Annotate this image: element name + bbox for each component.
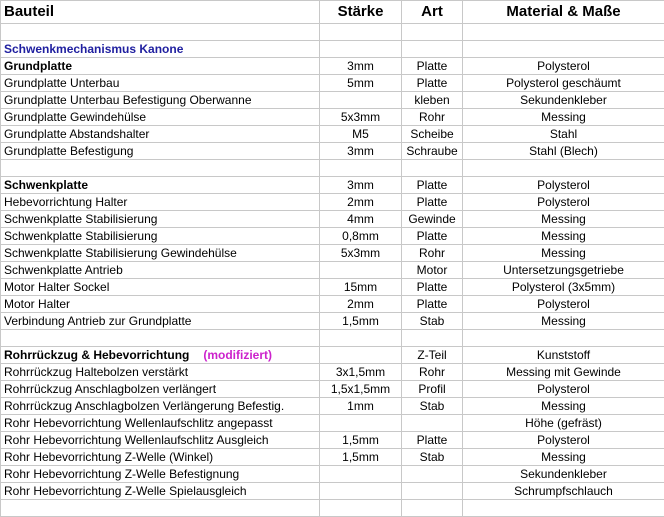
cell-material[interactable]: Polysterol — [463, 381, 664, 398]
cell-bauteil[interactable] — [1, 177, 320, 194]
bauteil-label: Grundplatte Befestigung — [4, 144, 133, 158]
table-row — [1, 41, 664, 58]
cell-bauteil[interactable] — [1, 381, 320, 398]
cell-art[interactable]: kleben — [402, 92, 463, 109]
table-row — [1, 143, 664, 160]
cell-material[interactable]: Messing — [463, 245, 664, 262]
cell-bauteil[interactable] — [1, 245, 320, 262]
cell-staerke[interactable]: 3mm — [320, 143, 402, 160]
cell-art[interactable]: Stab — [402, 398, 463, 415]
cell-material[interactable]: Polysterol — [463, 432, 664, 449]
bauteil-label: Rohr Hebevorrichtung Z-Welle Spielausgleich — [4, 484, 247, 498]
cell-staerke[interactable]: 1,5mm — [320, 313, 402, 330]
cell-material[interactable]: Polysterol geschäumt — [463, 75, 664, 92]
cell-material[interactable]: Sekundenkleber — [463, 466, 664, 483]
table-row — [1, 194, 664, 211]
cell-art[interactable]: Gewinde — [402, 211, 463, 228]
cell-staerke[interactable]: 3x1,5mm — [320, 364, 402, 381]
table-row — [1, 330, 664, 347]
table-row — [1, 364, 664, 381]
table-row — [1, 500, 664, 517]
modified-tag: (modifiziert) — [203, 348, 272, 362]
cell-art[interactable]: Platte — [402, 296, 463, 313]
cell-material[interactable]: Messing — [463, 228, 664, 245]
table-row — [1, 296, 664, 313]
cell-bauteil[interactable] — [1, 194, 320, 211]
cell-bauteil[interactable] — [1, 24, 320, 41]
table-row — [1, 415, 664, 432]
bauteil-label: Rohr Hebevorrichtung Z-Welle Befestignung — [4, 467, 239, 481]
table-row — [1, 177, 664, 194]
cell-staerke[interactable]: 3mm — [320, 58, 402, 75]
cell-staerke[interactable]: 1,5x1,5mm — [320, 381, 402, 398]
table-row — [1, 228, 664, 245]
bauteil-label: Rohrrückzug & Hebevorrichtung — [4, 348, 189, 362]
cell-staerke[interactable]: 15mm — [320, 279, 402, 296]
cell-bauteil[interactable] — [1, 449, 320, 466]
table-row — [1, 58, 664, 75]
cell-art[interactable]: Stab — [402, 313, 463, 330]
cell-bauteil[interactable] — [1, 228, 320, 245]
cell-art[interactable] — [402, 415, 463, 432]
cell-material[interactable]: Kunststoff — [463, 347, 664, 364]
cell-art[interactable]: Platte — [402, 75, 463, 92]
cell-art[interactable]: Stab — [402, 449, 463, 466]
cell-bauteil[interactable] — [1, 398, 320, 415]
cell-art[interactable]: Platte — [402, 279, 463, 296]
cell-bauteil[interactable] — [1, 279, 320, 296]
cell-staerke[interactable]: 1,5mm — [320, 449, 402, 466]
cell-material[interactable]: Messing — [463, 398, 664, 415]
cell-art[interactable]: Z-Teil — [402, 347, 463, 364]
cell-staerke[interactable] — [320, 347, 402, 364]
cell-art[interactable] — [402, 330, 463, 347]
table-row — [1, 279, 664, 296]
cell-material[interactable]: Polysterol — [463, 177, 664, 194]
cell-material[interactable]: Stahl (Blech) — [463, 143, 664, 160]
cell-staerke[interactable] — [320, 415, 402, 432]
bauteil-label: Rohrrückzug Haltebolzen verstärkt — [4, 365, 188, 379]
cell-art[interactable]: Platte — [402, 194, 463, 211]
cell-art[interactable] — [402, 483, 463, 500]
bauteil-label: Motor Halter — [4, 297, 70, 311]
cell-art[interactable]: Schraube — [402, 143, 463, 160]
cell-bauteil[interactable] — [1, 126, 320, 143]
table-row — [1, 24, 664, 41]
cell-staerke[interactable] — [320, 262, 402, 279]
header-staerke: Stärke — [320, 1, 402, 24]
cell-staerke[interactable] — [320, 92, 402, 109]
bauteil-label: Rohr Hebevorrichtung Wellenlaufschlitz angepasst — [4, 416, 273, 430]
cell-material[interactable]: Polysterol — [463, 296, 664, 313]
cell-art[interactable]: Profil — [402, 381, 463, 398]
cell-staerke[interactable] — [320, 500, 402, 517]
cell-material[interactable]: Polysterol (3x5mm) — [463, 279, 664, 296]
cell-bauteil[interactable] — [1, 92, 320, 109]
cell-material[interactable]: Untersetzungsgetriebe — [463, 262, 664, 279]
table-row — [1, 92, 664, 109]
table-row — [1, 381, 664, 398]
bauteil-label: Grundplatte Unterbau — [4, 76, 119, 90]
cell-art[interactable]: Rohr — [402, 364, 463, 381]
cell-staerke[interactable] — [320, 483, 402, 500]
cell-staerke[interactable]: 4mm — [320, 211, 402, 228]
cell-bauteil[interactable] — [1, 432, 320, 449]
cell-material[interactable]: Messing — [463, 109, 664, 126]
bauteil-label: Rohrrückzug Anschlagbolzen verlängert — [4, 382, 216, 396]
table-row — [1, 398, 664, 415]
bauteil-label: Schwenkplatte Stabilisierung — [4, 229, 157, 243]
cell-art[interactable]: Platte — [402, 432, 463, 449]
bauteil-label: Rohr Hebevorrichtung Z-Welle (Winkel) — [4, 450, 213, 464]
cell-bauteil[interactable] — [1, 500, 320, 517]
cell-material[interactable]: Messing — [463, 313, 664, 330]
cell-material[interactable]: Polysterol — [463, 58, 664, 75]
bauteil-label: Grundplatte Abstandshalter — [4, 127, 149, 141]
cell-staerke[interactable] — [320, 160, 402, 177]
cell-bauteil[interactable] — [1, 75, 320, 92]
bauteil-label: Schwenkplatte Stabilisierung Gewindehülse — [4, 246, 237, 260]
cell-art[interactable] — [402, 466, 463, 483]
table-row — [1, 262, 664, 279]
cell-art[interactable]: Platte — [402, 58, 463, 75]
table-row — [1, 449, 664, 466]
cell-staerke[interactable]: M5 — [320, 126, 402, 143]
cell-art[interactable] — [402, 24, 463, 41]
cell-material[interactable] — [463, 41, 664, 58]
cell-material[interactable] — [463, 160, 664, 177]
cell-bauteil[interactable] — [1, 347, 320, 364]
cell-staerke[interactable] — [320, 466, 402, 483]
table-row — [1, 75, 664, 92]
bauteil-label: Grundplatte Gewindehülse — [4, 110, 146, 124]
cell-art[interactable]: Rohr — [402, 109, 463, 126]
cell-material[interactable]: Schrumpfschlauch — [463, 483, 664, 500]
bauteil-label: Rohr Hebevorrichtung Wellenlaufschlitz Ausgleich — [4, 433, 269, 447]
cell-art[interactable] — [402, 160, 463, 177]
cell-bauteil[interactable] — [1, 415, 320, 432]
bauteil-label: Schwenkplatte Stabilisierung — [4, 212, 157, 226]
cell-material[interactable]: Höhe (gefräst) — [463, 415, 664, 432]
cell-staerke[interactable]: 3mm — [320, 177, 402, 194]
cell-art[interactable]: Platte — [402, 177, 463, 194]
header-row — [1, 1, 664, 24]
table-row — [1, 347, 664, 364]
cell-bauteil[interactable] — [1, 313, 320, 330]
bauteil-label: Hebevorrichtung Halter — [4, 195, 127, 209]
section-title[interactable]: Schwenkmechanismus Kanone — [1, 41, 320, 58]
bauteil-label: Verbindung Antrieb zur Grundplatte — [4, 314, 191, 328]
cell-bauteil[interactable] — [1, 211, 320, 228]
cell-bauteil[interactable] — [1, 160, 320, 177]
cell-staerke[interactable]: 5x3mm — [320, 245, 402, 262]
table-row — [1, 432, 664, 449]
cell-art[interactable]: Platte — [402, 228, 463, 245]
cell-staerke[interactable]: 1,5mm — [320, 432, 402, 449]
table-row — [1, 483, 664, 500]
cell-material[interactable] — [463, 24, 664, 41]
cell-staerke[interactable]: 2mm — [320, 194, 402, 211]
cell-art[interactable]: Scheibe — [402, 126, 463, 143]
table-row — [1, 126, 664, 143]
header-bauteil: Bauteil — [1, 1, 320, 24]
header-art: Art — [402, 1, 463, 24]
cell-bauteil[interactable] — [1, 143, 320, 160]
cell-bauteil[interactable] — [1, 58, 320, 75]
cell-staerke[interactable]: 5mm — [320, 75, 402, 92]
cell-staerke[interactable]: 0,8mm — [320, 228, 402, 245]
cell-bauteil[interactable] — [1, 296, 320, 313]
table-row — [1, 313, 664, 330]
cell-bauteil[interactable] — [1, 109, 320, 126]
cell-bauteil[interactable] — [1, 364, 320, 381]
bauteil-label: Grundplatte Unterbau Befestigung Oberwanne — [4, 93, 252, 107]
bauteil-label: Rohrrückzug Anschlagbolzen Verlängerung Befestig. — [4, 399, 284, 413]
cell-material[interactable]: Messing — [463, 211, 664, 228]
header-material: Material & Maße — [463, 1, 664, 24]
cell-material[interactable]: Messing mit Gewinde — [463, 364, 664, 381]
bauteil-label: Motor Halter Sockel — [4, 280, 109, 294]
cell-staerke[interactable] — [320, 24, 402, 41]
bauteil-label: Schwenkplatte Antrieb — [4, 263, 123, 277]
table-row — [1, 245, 664, 262]
cell-material[interactable] — [463, 330, 664, 347]
table-row — [1, 466, 664, 483]
cell-bauteil[interactable] — [1, 483, 320, 500]
cell-staerke[interactable]: 2mm — [320, 296, 402, 313]
cell-staerke[interactable] — [320, 330, 402, 347]
cell-material[interactable]: Sekundenkleber — [463, 92, 664, 109]
cell-material[interactable] — [463, 500, 664, 517]
cell-staerke[interactable]: 1mm — [320, 398, 402, 415]
table-row — [1, 211, 664, 228]
cell-art[interactable] — [402, 41, 463, 58]
bauteil-label: Schwenkplatte — [4, 178, 88, 192]
cell-staerke[interactable]: 5x3mm — [320, 109, 402, 126]
cell-staerke[interactable] — [320, 41, 402, 58]
bauteil-label: Grundplatte — [4, 59, 72, 73]
table-body — [1, 24, 664, 517]
cell-art[interactable]: Motor — [402, 262, 463, 279]
cell-material[interactable]: Stahl — [463, 126, 664, 143]
cell-art[interactable] — [402, 500, 463, 517]
cell-art[interactable]: Rohr — [402, 245, 463, 262]
cell-bauteil[interactable] — [1, 466, 320, 483]
table-row — [1, 160, 664, 177]
cell-bauteil[interactable] — [1, 262, 320, 279]
cell-material[interactable]: Messing — [463, 449, 664, 466]
cell-bauteil[interactable] — [1, 330, 320, 347]
cell-material[interactable]: Polysterol — [463, 194, 664, 211]
table-row — [1, 109, 664, 126]
